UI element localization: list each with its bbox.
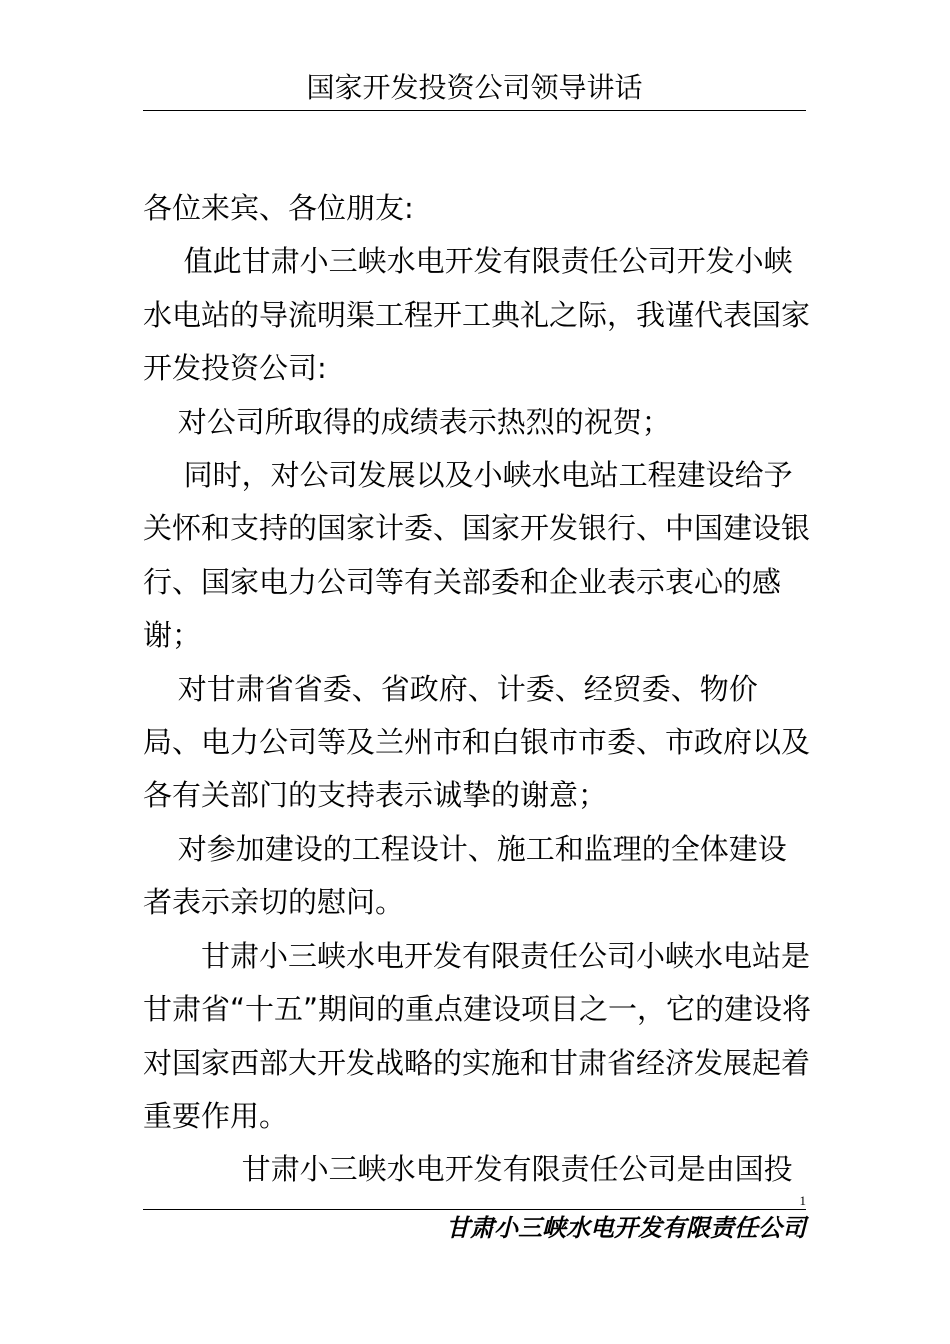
footer-divider: [143, 1209, 806, 1210]
project-importance-paragraph: 甘肃小三峡水电开发有限责任公司小峡水电站是甘肃省“十五”期间的重点建设项目之一，它的建设将对国家西部大开发战略的实施和甘肃省经济发展起着重要作用。: [143, 938, 812, 1133]
speech-body: [143, 182, 813, 1197]
header-divider: [143, 110, 806, 111]
thanks-paragraph: 同时，对公司发展以及小峡水电站工程建设给予关怀和支持的国家计委、国家开发银行、中国建设银行、国家电力公司等有关部委和企业表示衷心的感谢；: [143, 458, 811, 653]
greeting-paragraph: 各位来宾、各位朋友:: [143, 191, 414, 225]
opening-paragraph: 值此甘肃小三峡水电开发有限责任公司开发小峡水电站的导流明渠工程开工典礼之际，我谨代表国家开发投资公司:: [143, 244, 811, 386]
company-intro-paragraph: 甘肃小三峡水电开发有限责任公司是由国投: [241, 1152, 793, 1187]
congratulations-paragraph: 对公司所取得的成绩表示热烈的祝贺；: [177, 404, 671, 439]
page-number: 1: [799, 1193, 806, 1208]
regards-paragraph: 对参加建设的工程设计、施工和监理的全体建设者表示亲切的慰问。: [143, 831, 787, 920]
footer-company-name: 甘肃小三峡水电开发有限责任公司: [446, 1214, 806, 1242]
page-header-title: 国家开发投资公司领导讲话: [306, 71, 643, 104]
gratitude-paragraph: 对甘肃省省委、省政府、计委、经贸委、物价局、电力公司等及兰州市和白银市市委、市政府以及各有关部门的支持表示诚挚的谢意；: [143, 671, 811, 813]
